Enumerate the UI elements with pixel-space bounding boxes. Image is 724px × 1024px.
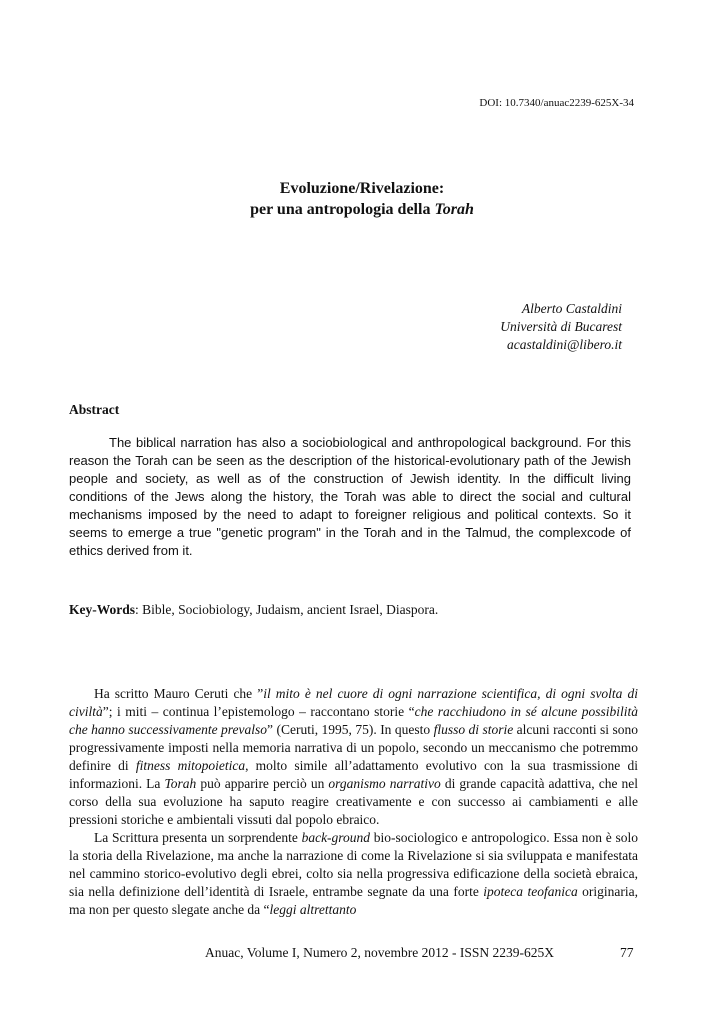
text-run: Ha scritto Mauro Ceruti che ” — [94, 686, 264, 701]
body-paragraph-2 — [69, 829, 638, 919]
italic-run: ipoteca teofanica — [483, 884, 578, 899]
footer-journal: Anuac, Volume I, Numero 2, novembre 2012 - ISSN 2239-625X — [205, 945, 554, 960]
title-line-2 — [0, 199, 724, 220]
author-email[interactable]: acastaldini@libero.it — [506, 337, 622, 352]
text-run: ”; i miti – continua l’epistemologo – raccontano storie “ — [102, 704, 415, 719]
text-run: , molto simile all’adattamento evolutivo con la sua trasmissione di informazioni. La — [69, 758, 638, 791]
abstract-heading: Abstract — [69, 402, 120, 417]
abstract-text: The biblical narration has also a sociobiological and anthropological background. For this reason the Torah can be seen as the description of the historical-evolutionary path of the Jewish people and society, as well as of the construction of Jewish identity. In the difficult living conditions of the Jews along the history, the Torah was able to direct the social and cultural mechanisms imposed by the need to adapt to foreigner religious and political contexts. So it seems to emerge a true "genetic program" in the Torah and in the Talmud, the complexcode of ethics derived from it. — [69, 435, 631, 558]
text-run: La Scrittura presenta un sorprendente — [94, 830, 302, 845]
title-line-2-italic: Torah — [434, 201, 474, 218]
doi-line: DOI: 10.7340/anuac2239-625X-34 — [479, 97, 634, 109]
italic-run: che racchiudono in sé alcune possibilità che hanno successivamente prevalso — [69, 704, 638, 737]
keywords-label: Key-Words — [69, 602, 135, 617]
italic-run: leggi altrettanto — [269, 902, 357, 917]
author-affiliation: Università di Bucarest — [500, 319, 622, 334]
body-text — [69, 685, 638, 919]
body-paragraph-1 — [69, 685, 638, 829]
italic-run: back-ground — [301, 830, 371, 845]
italic-run: il mito è nel cuore di ogni narrazione scientifica, di ogni svolta di civiltà — [69, 686, 638, 719]
keywords — [69, 602, 438, 618]
page-number: 77 — [620, 945, 634, 960]
keywords-text: : Bible, Sociobiology, Judaism, ancient Israel, Diaspora. — [135, 602, 439, 617]
text-run: può apparire perciò un — [196, 776, 329, 791]
text-run: alcuni racconti si sono progressivamente imposti nella memoria narrativa di un popolo, secondo un meccanismo che potremmo definire di — [69, 722, 638, 773]
text-run: bio-sociologico e antropologico. Essa non è solo la storia della Rivelazione, ma anche la narrazione di come la Rivelazione si sia sviluppata e manifestata nel cammino storico-evolutivo degli ebrei, colto sia nella progressiva edificazione della società ebraica, sia nella definizione dell’identità di Israele, entrambe segnate da una forte — [69, 830, 639, 899]
italic-run: flusso di storie — [433, 722, 514, 737]
italic-run: fitness mitopoietica — [135, 758, 246, 773]
text-run: ” (Ceruti, 1995, 75). In questo — [267, 722, 434, 737]
author-name: Alberto Castaldini — [521, 301, 622, 316]
abstract-body — [69, 434, 631, 560]
title-line-1: Evoluzione/Rivelazione: — [279, 180, 445, 197]
author-block — [500, 300, 622, 354]
italic-run: organismo narrativo — [328, 776, 441, 791]
title-line-2-text: per una antropologia della — [250, 201, 435, 218]
italic-run: Torah — [164, 776, 197, 791]
text-run: originaria, ma non per questo slegate anche da “ — [69, 884, 638, 917]
text-run: di grande capacità adattiva, che nel corso della sua evoluzione ha saputo reagire creativamente e con successo ai cambiamenti e alle pressioni storiche e ambientali vissuti dal popolo ebraico. — [69, 776, 639, 827]
article-title — [0, 178, 724, 220]
